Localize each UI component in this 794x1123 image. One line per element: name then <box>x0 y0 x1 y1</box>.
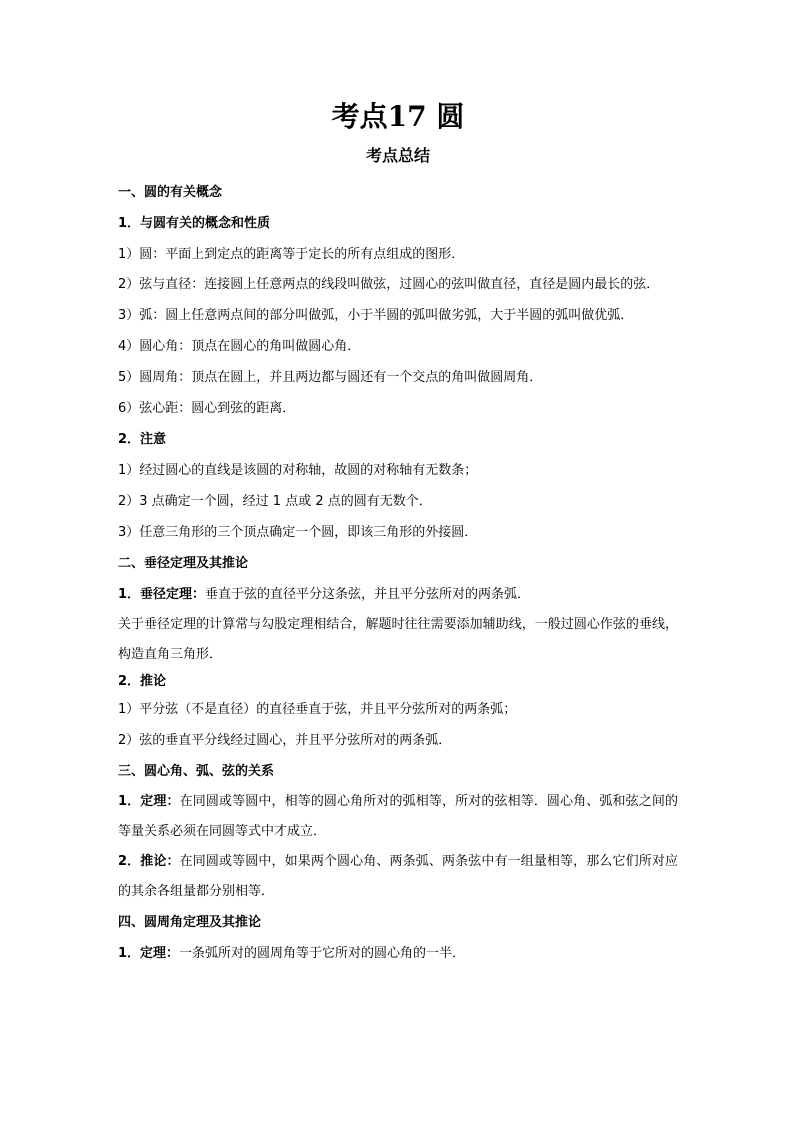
list-item: 3）弧：圆上任意两点间的部分叫做弧，小于半圆的弧叫做劣弧，大于半圆的弧叫做优弧． <box>118 308 634 323</box>
list-item: 1）平分弦（不是直径）的直径垂直于弦，并且平分弦所对的两条弧； <box>118 702 517 717</box>
paragraph <box>118 847 678 907</box>
list-item: 1）圆：平面上到定点的距离等于定长的所有点组成的图形． <box>118 247 465 262</box>
paragraph-text: 一条弧所对的圆周角等于它所对的圆心角的一半． <box>179 946 466 961</box>
subsection-heading-1-1: 1．与圆有关的概念和性质 <box>118 216 271 231</box>
list-item: 4）圆心角：顶点在圆心的角叫做圆心角． <box>118 339 361 354</box>
paragraph-text: 在同圆或等圆中，相等的圆心角所对的弧相等，所对的弦相等．圆心角、弧和弦之间的等量关系必须在同圆等式中才成立． <box>118 794 678 839</box>
paragraph-label: 2．推论： <box>118 854 180 869</box>
subsection-heading-1-2: 2．注意 <box>118 432 167 447</box>
list-item: 2）弦的垂直平分线经过圆心，并且平分弦所对的两条弧． <box>118 733 452 748</box>
list-item: 1）经过圆心的直线是该圆的对称轴，故圆的对称轴有无数条； <box>118 463 478 478</box>
paragraph <box>118 579 678 610</box>
list-item: 2）弦与直径：连接圆上任意两点的线段叫做弦，过圆心的弦叫做直径，直径是圆内最长的弦． <box>118 277 660 292</box>
page-title: 考点17 圆 <box>331 100 465 133</box>
page-subtitle: 考点总结 <box>365 146 430 165</box>
section-heading-4: 四、圆周角定理及其推论 <box>118 915 262 930</box>
list-item: 6）弦心距：圆心到弦的距离． <box>118 401 296 416</box>
document-page <box>118 95 678 969</box>
section-heading-2: 二、垂径定理及其推论 <box>118 556 249 571</box>
section-heading-3: 三、圆心角、弧、弦的关系 <box>118 764 275 779</box>
subsection-heading-2-2: 2．推论 <box>118 674 167 689</box>
paragraph-label: 1．定理： <box>118 946 180 961</box>
paragraph-label: 1．定理： <box>118 794 180 809</box>
list-item: 5）圆周角：顶点在圆上，并且两边都与圆还有一个交点的角叫做圆周角． <box>118 370 543 385</box>
paragraph-text: 在同圆或等圆中，如果两个圆心角、两条弧、两条弦中有一组量相等，那么它们所对应的其余各组量都分别相等． <box>118 854 678 899</box>
list-item: 2）3 点确定一个圆，经过 1 点或 2 点的圆有无数个． <box>118 494 432 509</box>
paragraph-label: 1．垂径定理： <box>118 587 206 602</box>
paragraph <box>118 938 678 969</box>
section-heading-1: 一、圆的有关概念 <box>118 185 223 200</box>
paragraph <box>118 787 678 847</box>
paragraph: 关于垂径定理的计算常与勾股定理相结合，解题时往往需要添加辅助线，一般过圆心作弦的垂线，构造直角三角形． <box>118 617 678 662</box>
list-item: 3）任意三角形的三个顶点确定一个圆，即该三角形的外接圆． <box>118 525 478 540</box>
paragraph-text: 垂直于弦的直径平分这条弦，并且平分弦所对的两条弧． <box>205 587 531 602</box>
